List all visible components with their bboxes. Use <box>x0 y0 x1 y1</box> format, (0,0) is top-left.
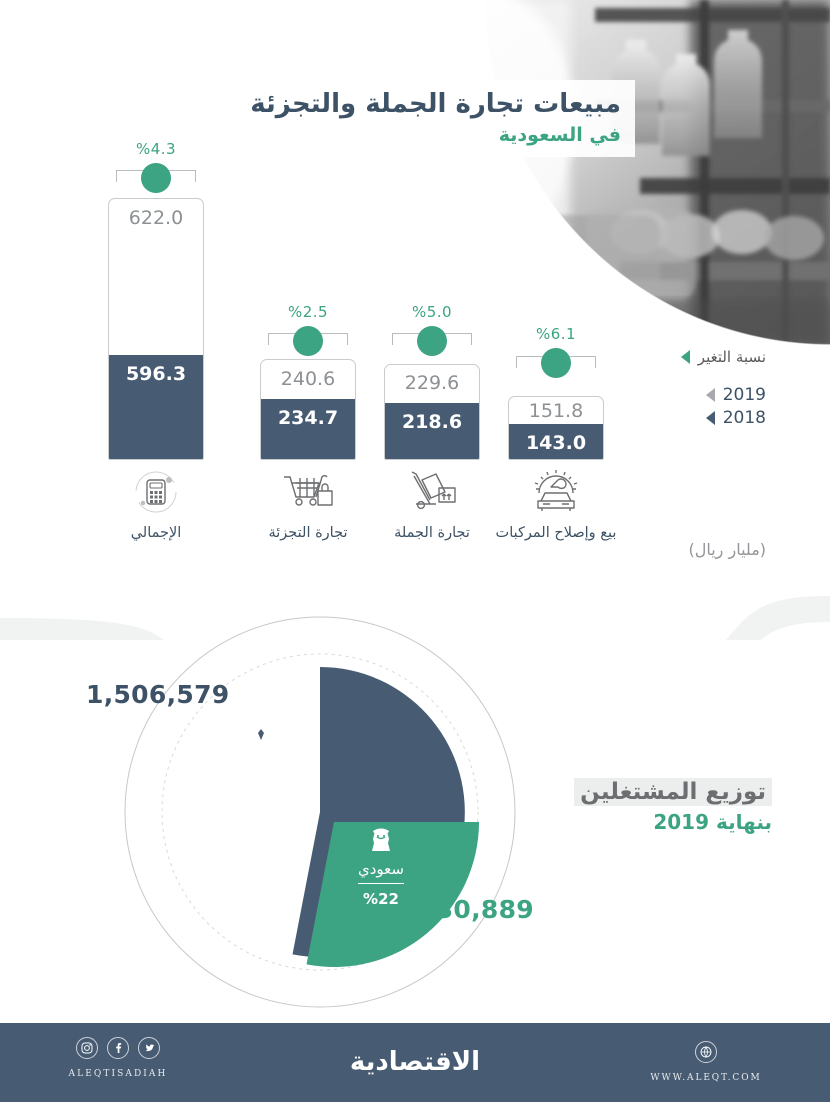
footer-brand: الاقتصادية <box>349 1047 481 1077</box>
pie-label-percent: %22 <box>363 890 399 908</box>
chart-legend <box>681 348 766 431</box>
bar-value-2018: 218.6 <box>401 411 463 433</box>
businessman-icon <box>196 715 326 745</box>
calculator-icon <box>108 468 204 516</box>
car-repair-icon <box>508 468 604 516</box>
legend-label-2018: 2018 <box>722 408 766 428</box>
pie-value-nonsaudi: 1,506,579 <box>86 680 230 709</box>
change-dot <box>293 326 323 356</box>
hand-truck-icon <box>384 468 480 516</box>
pie-label-percent: %78 <box>243 780 279 798</box>
saudi-man-icon <box>326 825 436 855</box>
footer-website-block[interactable] <box>626 1041 786 1083</box>
bar-category-label: بيع وإصلاح المركبات <box>495 525 617 541</box>
pie-label-name: سعودي <box>358 860 404 884</box>
legend-label-change: نسبة التغير <box>697 348 766 366</box>
change-pct-label: %4.3 <box>135 140 177 158</box>
legend-marker-change <box>681 350 690 364</box>
pie-label-nonsaudi <box>196 715 326 798</box>
footer <box>0 1023 830 1102</box>
bar-2018 <box>384 403 480 460</box>
bar-value-2018: 143.0 <box>525 432 587 454</box>
bar-2018 <box>260 399 356 460</box>
page-title: مبيعات تجارة الجملة والتجزئة <box>250 89 621 119</box>
bar-value-2018: 596.3 <box>125 363 187 385</box>
change-pct-label: %5.0 <box>411 303 453 321</box>
footer-handle: ALEQTISADIAH <box>68 1069 168 1079</box>
pie-label-name: غير سعودي <box>225 750 296 774</box>
change-dot <box>417 326 447 356</box>
bar-2018 <box>108 355 204 460</box>
legend-item-2019 <box>681 385 766 405</box>
pie-section-title <box>574 778 772 834</box>
bar-category-label: تجارة التجزئة <box>268 525 348 541</box>
change-dot <box>141 163 171 193</box>
bar-category-label: تجارة الجملة <box>394 525 470 541</box>
bar-value-2019: 622.0 <box>128 207 184 229</box>
footer-url: WWW.ALEQT.COM <box>650 1073 762 1083</box>
shopping-cart-icon <box>260 468 356 516</box>
page-subtitle: في السعودية <box>498 123 621 146</box>
change-dot <box>541 348 571 378</box>
bar-value-2018: 234.7 <box>277 407 339 429</box>
bar-value-2019: 229.6 <box>404 372 460 394</box>
pie-value-saudi: 430,889 <box>418 895 534 924</box>
legend-item-change <box>681 348 766 366</box>
change-pct-label: %6.1 <box>535 325 577 343</box>
change-pct-label: %2.5 <box>287 303 329 321</box>
bar-value-2019: 240.6 <box>280 368 336 390</box>
legend-marker-2019 <box>706 388 715 402</box>
bar-category-label: الإجمالي <box>130 525 182 541</box>
bar-2018 <box>508 424 604 460</box>
pie-title-main: توزيع المشتغلين <box>574 778 772 806</box>
legend-marker-2018 <box>706 411 715 425</box>
unit-label: (مليار ريال) <box>688 540 766 559</box>
pie-title-sub: بنهاية 2019 <box>653 810 772 834</box>
globe-icon[interactable] <box>695 1041 717 1063</box>
bar-2019 <box>108 198 204 460</box>
legend-label-2019: 2019 <box>722 385 766 405</box>
legend-item-2018 <box>681 408 766 428</box>
bar-value-2019: 151.8 <box>528 400 584 422</box>
